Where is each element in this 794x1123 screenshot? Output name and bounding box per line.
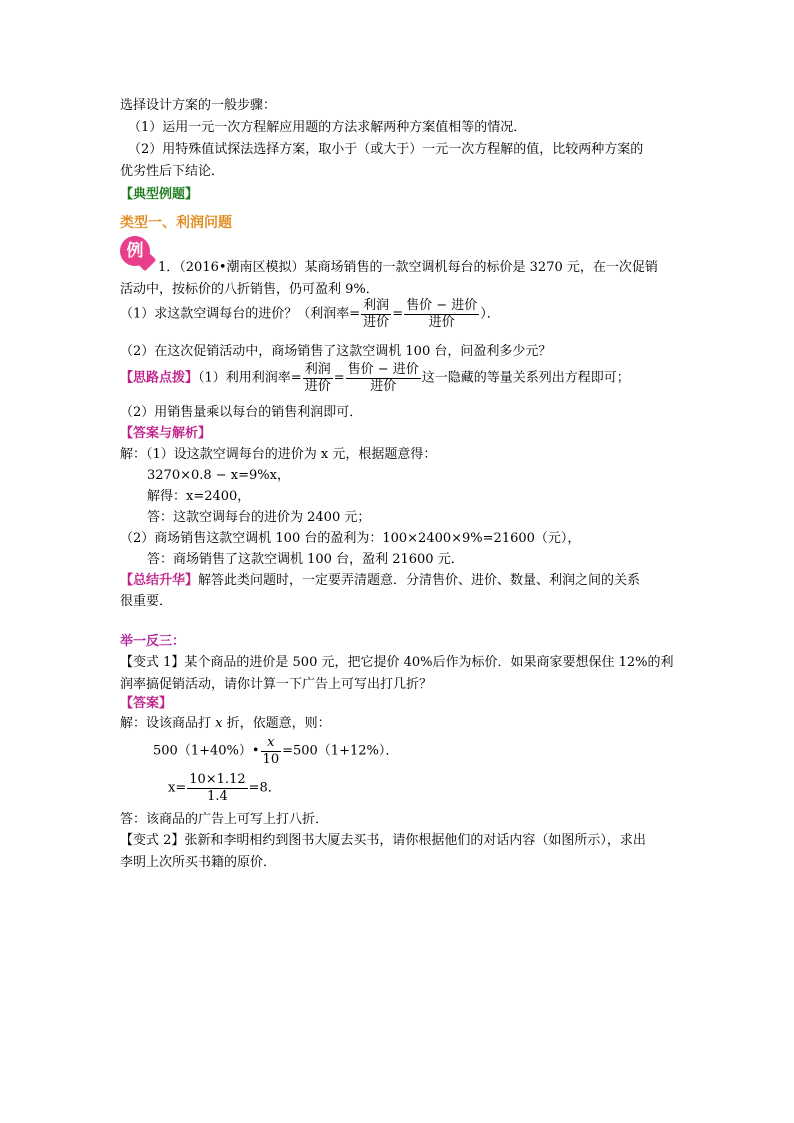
answer-line-6: 答：商场销售了这款空调机 100 台，盈利 21600 元． xyxy=(147,552,464,567)
variant-1-line-2: 润率搞促销活动，请你计算一下广告上可写出打几折？ xyxy=(120,677,433,692)
solution-variable: x xyxy=(215,716,223,731)
fraction-denominator: 进价 xyxy=(428,315,455,330)
summary-line-2: 很重要． xyxy=(120,594,173,609)
example-line-1: 1．（2016•潮南区模拟）某商场销售的一款空调机每台的标价是 3270 元，在一次促销 xyxy=(158,260,658,275)
q1-prefix: （1）求这款空调每台的进价？（利润率= xyxy=(120,306,361,322)
practice-equation xyxy=(153,735,398,768)
summary-label: 【总结升华】 xyxy=(120,573,199,588)
fraction-numerator: 10×1.12 xyxy=(189,772,246,787)
equation-prefix: 500（1+40%）• xyxy=(153,743,260,759)
variant-2-label: 【变式 2】 xyxy=(120,833,185,848)
section-title: 【典型例题】 xyxy=(120,187,199,202)
fraction-denominator: 进价 xyxy=(304,379,331,394)
hint-line-2: （2）用销售量乘以每台的销售利润即可． xyxy=(120,405,363,420)
practice-title: 举一反三： xyxy=(120,634,186,649)
example-line-2: 活动中，按标价的八折销售，仍可盈利 9%． xyxy=(120,282,379,297)
x-solution-suffix: =8． xyxy=(248,780,281,796)
fraction-denominator: 1.4 xyxy=(207,789,228,804)
answer-label: 【答案与解析】 xyxy=(120,426,212,441)
example-badge: 例 xyxy=(120,236,150,266)
equals-sign: = xyxy=(333,370,345,386)
example-question-1 xyxy=(120,298,500,331)
fraction-price-minus-cost xyxy=(404,298,479,331)
fraction-numerator: 利润 xyxy=(304,362,331,377)
solution-prefix: 解：设该商品打 xyxy=(120,716,216,731)
answer-line-1: 解：（1）设这款空调每台的进价为 x 元，根据题意得： xyxy=(120,447,437,462)
fraction-numerator: 售价 − 进价 xyxy=(347,362,419,377)
hint-line-1 xyxy=(120,362,630,395)
practice-answer-label: 【答案】 xyxy=(120,696,173,711)
fraction-profit-over-cost xyxy=(303,362,333,395)
intro-line-4: 优劣性后下结论． xyxy=(120,164,225,179)
fraction-denominator: 进价 xyxy=(363,315,390,330)
fraction-numerator: 利润 xyxy=(363,298,390,313)
variant-1-text: 某个商品的进价是 500 元，把它提价 40%后作为标价．如果商家要想保住 12%的利 xyxy=(184,655,674,670)
practice-conclusion: 答：该商品的广告上可写上打八折． xyxy=(120,812,329,827)
variant-2-line-1 xyxy=(120,832,646,850)
fraction-numerator: x xyxy=(261,735,282,752)
hint-prefix: （1）利用利润率= xyxy=(198,370,302,386)
answer-line-4: 答：这款空调每台的进价为 2400 元； xyxy=(147,510,371,525)
practice-solution-line-1 xyxy=(120,715,331,733)
hint-label: 【思路点拨】 xyxy=(120,370,199,386)
answer-line-2: 3270×0.8 − x=9%x， xyxy=(147,468,290,483)
summary-text: 解答此类问题时，一定要弄清题意．分清售价、进价、数量、利润之间的关系 xyxy=(198,573,641,588)
variant-1-line-1 xyxy=(120,654,674,672)
hint-suffix: 这一隐藏的等量关系列出方程即可； xyxy=(421,370,630,386)
solution-suffix: 折，依题意，则： xyxy=(222,716,331,731)
intro-line-1: 选择设计方案的一般步骤： xyxy=(120,98,277,113)
equation-suffix: =500（1+12%）． xyxy=(282,743,399,759)
intro-line-2: （1）运用一元一次方程解应用题的方法求解两种方案值相等的情况． xyxy=(128,120,527,135)
variant-2-line-2: 李明上次所买书籍的原价． xyxy=(120,855,277,870)
example-question-2: （2）在这次促销活动中，商场销售了这款空调机 100 台，问盈利多少元？ xyxy=(120,344,552,359)
fraction-denominator: 进价 xyxy=(370,379,397,394)
fraction-price-minus-cost xyxy=(346,362,421,395)
answer-line-5: （2）商场销售这款空调机 100 台的盈利为：100×2400×9%=21600（元）， xyxy=(120,531,581,546)
fraction-x-value xyxy=(187,772,247,805)
fraction-denominator: 10 xyxy=(262,752,280,767)
variant-2-text: 张新和李明相约到图书大厦去买书，请你根据他们的对话内容（如图所示），求出 xyxy=(184,833,646,848)
type-title: 类型一、利润问题 xyxy=(120,215,232,231)
fraction-x-over-10 xyxy=(261,735,282,768)
equals-sign: = xyxy=(392,306,404,322)
practice-x-solution xyxy=(168,772,281,805)
fraction-profit-over-cost xyxy=(361,298,391,331)
q1-suffix: ）． xyxy=(480,306,500,322)
x-solution-prefix: x= xyxy=(168,780,187,796)
fraction-numerator: 售价 − 进价 xyxy=(406,298,478,313)
variant-1-label: 【变式 1】 xyxy=(120,655,185,670)
summary-line-1 xyxy=(120,572,640,590)
answer-line-3: 解得：x=2400， xyxy=(147,489,251,504)
intro-line-3: （2）用特殊值试探法选择方案，取小于（或大于）一元一次方程解的值，比较两种方案的 xyxy=(128,142,644,157)
